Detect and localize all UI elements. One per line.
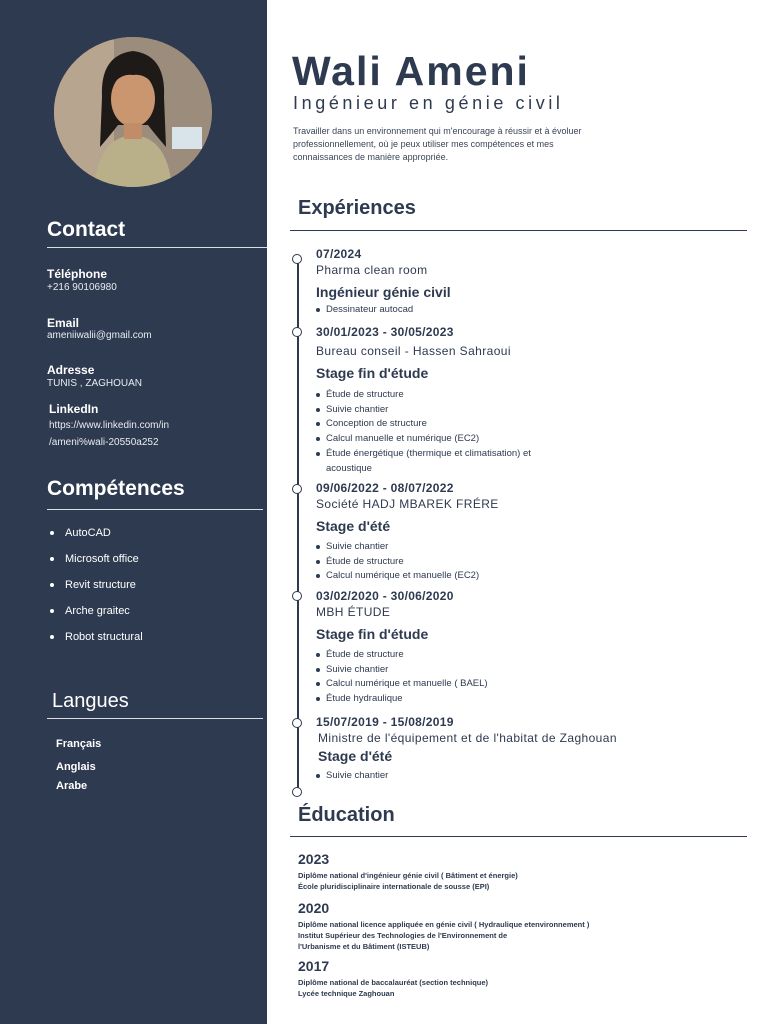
linkedin-url-line2[interactable]: /ameni%wali-20550a252 bbox=[49, 437, 159, 448]
task-item: Étude de structure bbox=[316, 555, 576, 570]
experience-tasks bbox=[316, 540, 576, 584]
email-label: Email bbox=[47, 316, 80, 330]
education-school: École pluridisciplinaire internationale de sousse (EPI) bbox=[298, 882, 490, 891]
contact-divider bbox=[47, 247, 267, 248]
task-item: Suivie chantier bbox=[316, 540, 576, 555]
experience-company: MBH ÉTUDE bbox=[316, 605, 391, 619]
linkedin-url-line1[interactable]: https://www.linkedin.com/in bbox=[49, 420, 170, 431]
contact-heading: Contact bbox=[47, 218, 126, 241]
task-item: Étude de structure bbox=[316, 648, 576, 663]
language-item: Français bbox=[56, 738, 102, 750]
skills-heading: Compétences bbox=[47, 477, 185, 500]
email-value[interactable]: ameniiwalii@gmail.com bbox=[47, 330, 152, 341]
task-item: Suivie chantier bbox=[316, 663, 576, 678]
experience-role: Stage d'été bbox=[316, 518, 391, 534]
experience-heading: Expériences bbox=[298, 197, 416, 219]
experience-role: Stage fin d'étude bbox=[316, 626, 429, 642]
phone-value[interactable]: +216 90106980 bbox=[47, 282, 117, 293]
profile-summary: Travailler dans un environnement qui m'encourage à réussir et à évoluer professionnellement, où je peux utiliser mes compétences et mes connaissances de manière appropriée. bbox=[293, 126, 582, 162]
timeline-node bbox=[292, 484, 302, 494]
profile-photo bbox=[54, 37, 212, 187]
timeline-node bbox=[292, 591, 302, 601]
skills-list bbox=[50, 525, 143, 655]
experience-company: Société HADJ MBAREK FRÉRE bbox=[316, 497, 499, 511]
experience-tasks bbox=[316, 303, 576, 318]
education-degree: Diplôme national d'ingénieur génie civil ( Bâtiment et énergie) bbox=[298, 871, 518, 880]
address-label: Adresse bbox=[47, 363, 95, 377]
experience-company: Ministre de l'équipement et de l'habitat de Zaghouan bbox=[318, 731, 617, 745]
timeline-node bbox=[292, 787, 302, 797]
language-item: Anglais bbox=[56, 761, 96, 773]
experience-date: 15/07/2019 - 15/08/2019 bbox=[316, 715, 454, 729]
task-item: Étude de structure bbox=[316, 388, 576, 403]
education-degree: Diplôme national licence appliquée en génie civil ( Hydraulique etenvironnement ) bbox=[298, 920, 590, 929]
language-item: Arabe bbox=[56, 780, 88, 792]
skill-item: Robot structural bbox=[50, 629, 143, 655]
education-school: Institut Supérieur des Technologies de l'Environnement de bbox=[298, 931, 508, 940]
experience-tasks bbox=[316, 388, 576, 476]
skill-item: AutoCAD bbox=[50, 525, 143, 551]
task-item: Étude hydraulique bbox=[316, 692, 576, 707]
task-item: Conception de structure bbox=[316, 417, 576, 432]
task-item: Dessinateur autocad bbox=[316, 303, 576, 318]
education-school: l'Urbanisme et du Bâtiment (ISTEUB) bbox=[298, 942, 430, 951]
skill-item: Arche graitec bbox=[50, 603, 143, 629]
task-item: Suivie chantier bbox=[316, 403, 576, 418]
education-heading: Éducation bbox=[298, 804, 395, 826]
skill-item: Microsoft office bbox=[50, 551, 143, 577]
education-year: 2023 bbox=[298, 851, 330, 867]
skills-divider bbox=[47, 509, 263, 510]
education-year: 2017 bbox=[298, 958, 330, 974]
task-item: Calcul manuelle et numérique (EC2) bbox=[316, 432, 576, 447]
job-title: Ingénieur en génie civil bbox=[293, 93, 564, 113]
experience-company: Bureau conseil - Hassen Sahraoui bbox=[316, 344, 511, 358]
languages-heading: Langues bbox=[52, 690, 129, 712]
timeline-node bbox=[292, 254, 302, 264]
phone-label: Téléphone bbox=[47, 267, 108, 281]
experience-timeline bbox=[297, 258, 299, 792]
candidate-name: Wali Ameni bbox=[292, 48, 530, 94]
sidebar bbox=[0, 0, 267, 1024]
timeline-node bbox=[292, 327, 302, 337]
education-degree: Diplôme national de baccalauréat (section technique) bbox=[298, 978, 489, 987]
experience-date: 30/01/2023 - 30/05/2023 bbox=[316, 325, 454, 339]
experience-role: Ingénieur génie civil bbox=[316, 284, 451, 300]
experience-date: 09/06/2022 - 08/07/2022 bbox=[316, 481, 454, 495]
languages-divider bbox=[47, 718, 263, 719]
portrait-illustration bbox=[54, 37, 212, 187]
experience-divider bbox=[290, 230, 747, 231]
task-item: Étude énergétique (thermique et climatisation) et bbox=[316, 447, 576, 462]
linkedin-label: LinkedIn bbox=[49, 402, 99, 416]
timeline-node bbox=[292, 718, 302, 728]
address-value: TUNIS , ZAGHOUAN bbox=[47, 378, 143, 389]
experience-company: Pharma clean room bbox=[316, 263, 428, 277]
experience-date: 03/02/2020 - 30/06/2020 bbox=[316, 589, 454, 603]
experience-role: Stage fin d'étude bbox=[316, 365, 429, 381]
education-year: 2020 bbox=[298, 900, 330, 916]
experience-tasks bbox=[316, 648, 576, 707]
experience-role: Stage d'été bbox=[318, 748, 393, 764]
task-item: Calcul numérique et manuelle ( BAEL) bbox=[316, 677, 576, 692]
experience-date: 07/2024 bbox=[316, 247, 362, 261]
task-item: Suivie chantier bbox=[316, 769, 576, 784]
experience-tasks bbox=[316, 769, 576, 784]
skill-item: Revit structure bbox=[50, 577, 143, 603]
education-school: Lycée technique Zaghouan bbox=[298, 989, 395, 998]
task-item: Calcul numérique et manuelle (EC2) bbox=[316, 569, 576, 584]
education-divider bbox=[290, 836, 747, 837]
task-item-continued: acoustique bbox=[326, 462, 372, 474]
